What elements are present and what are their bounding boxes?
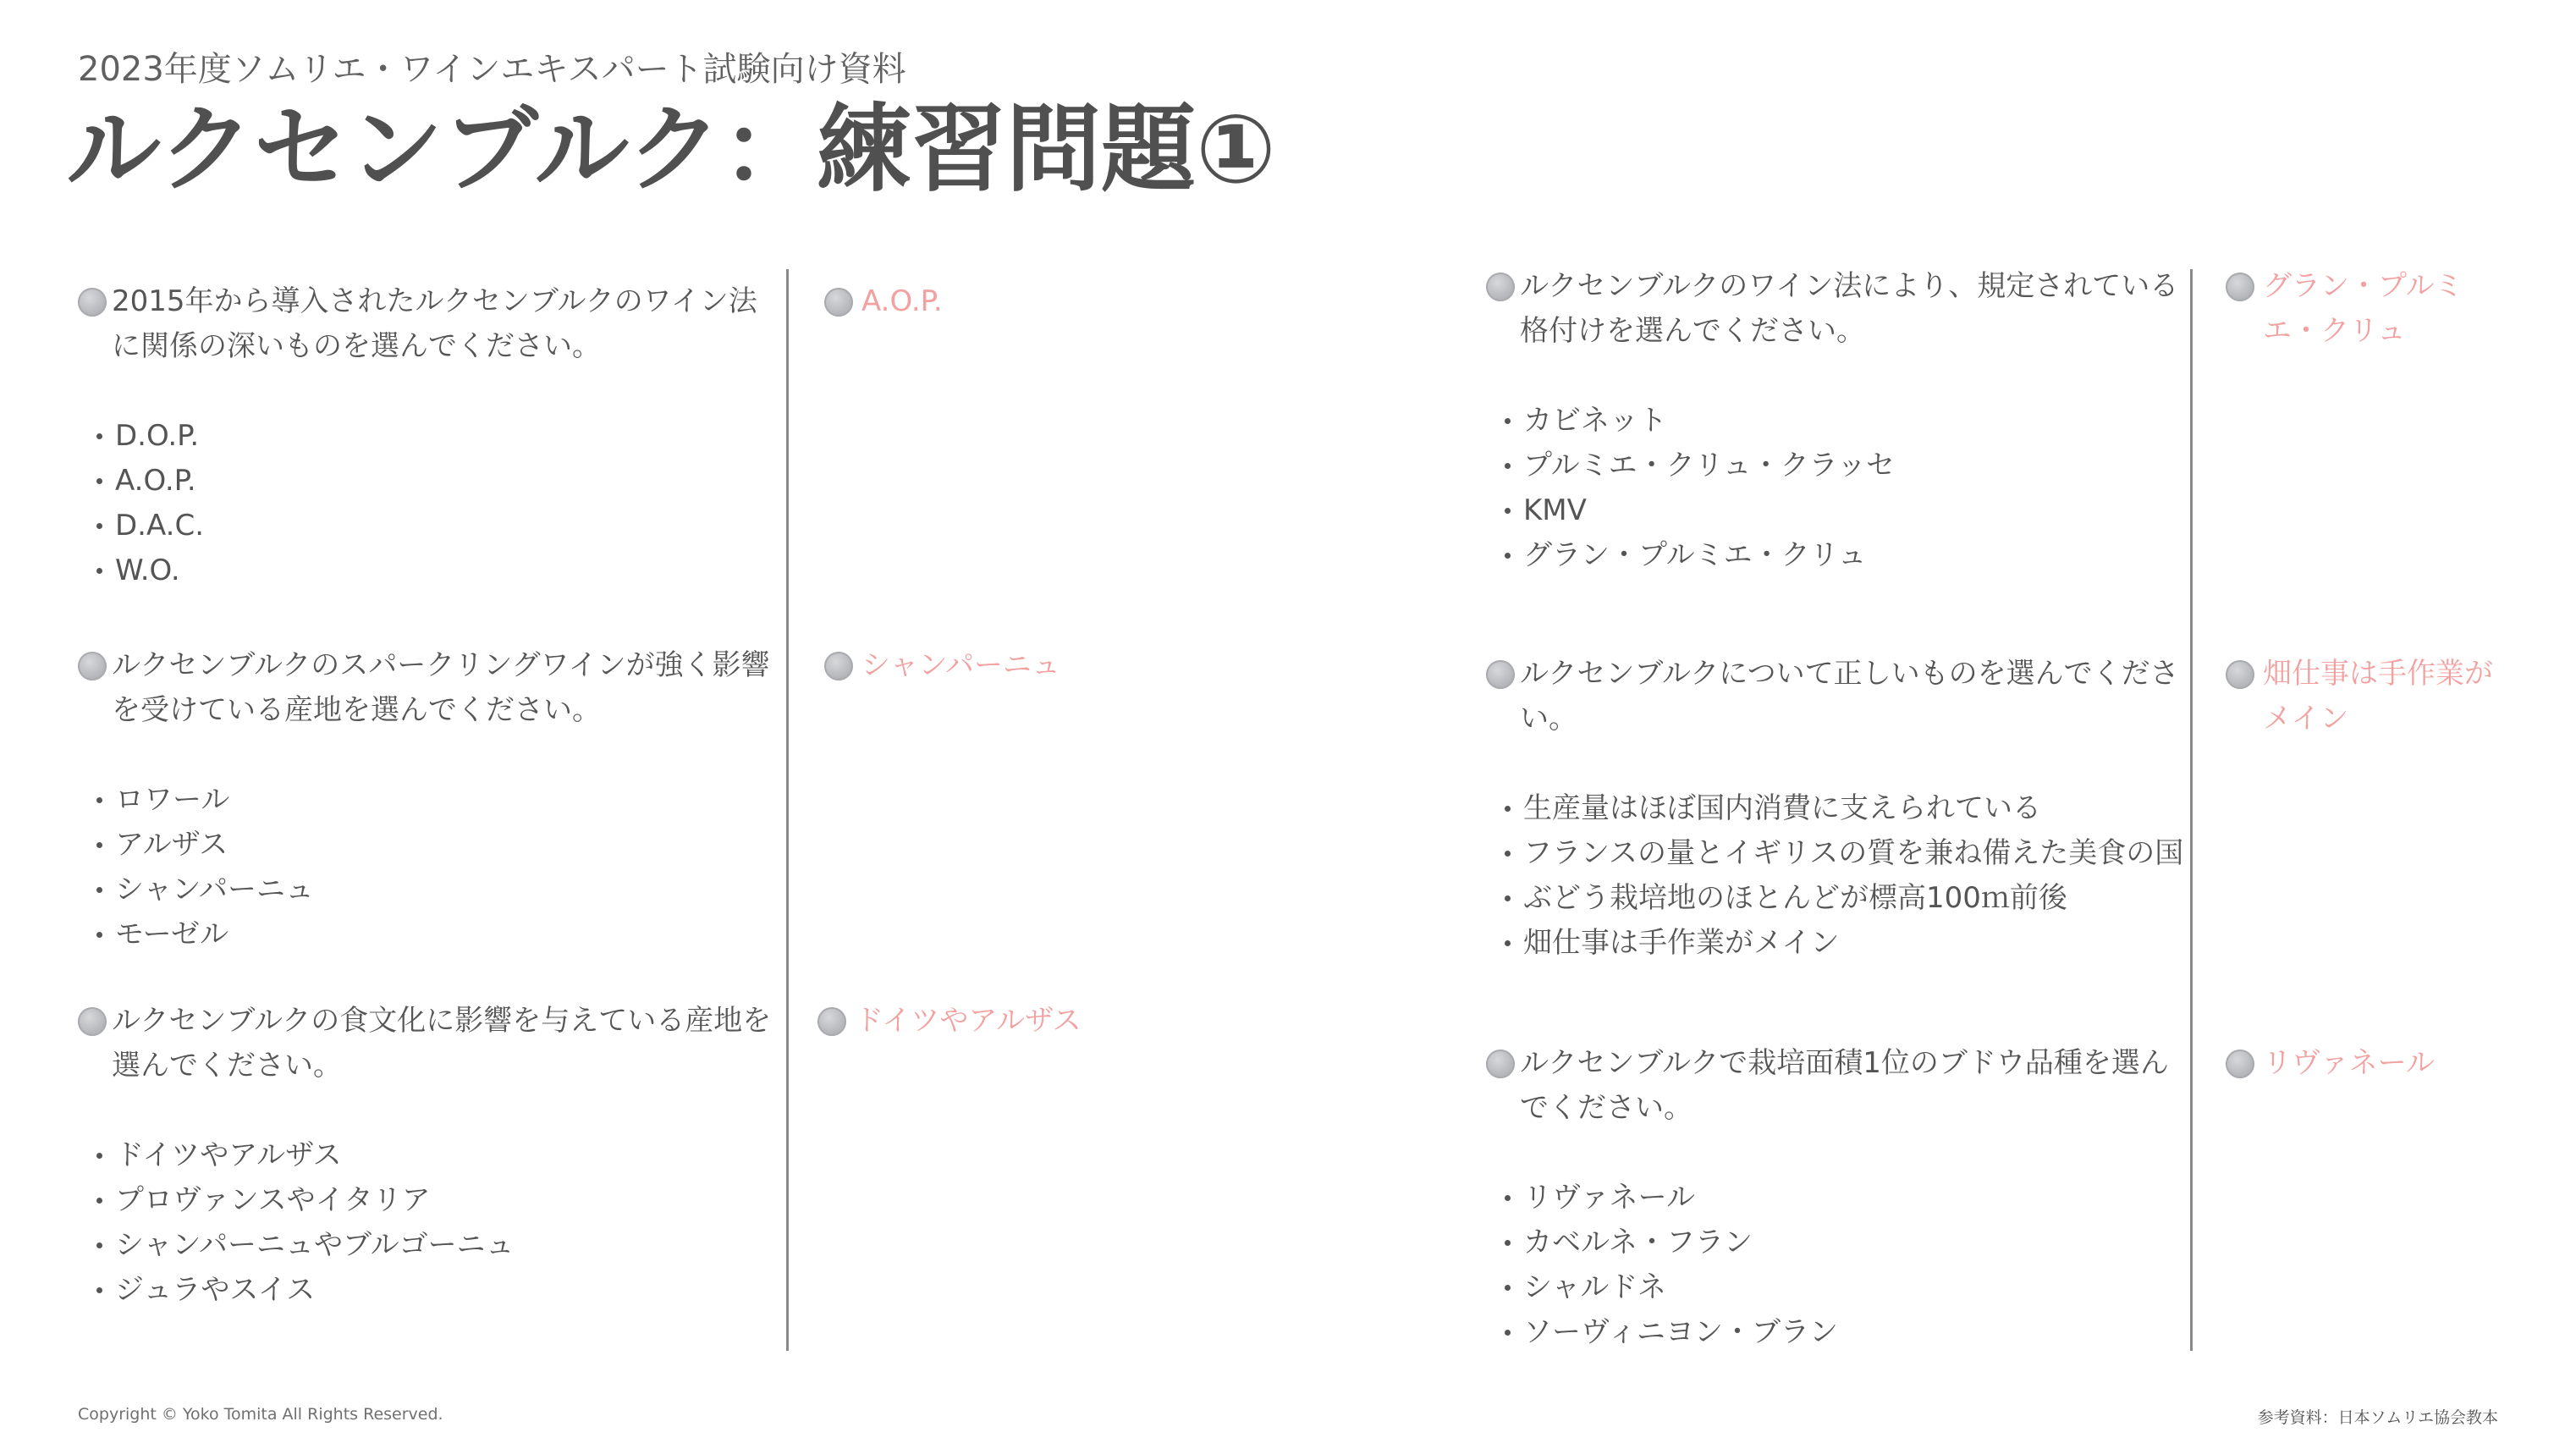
option-list xyxy=(78,414,772,593)
option-list xyxy=(1486,399,2180,578)
question-stem xyxy=(78,643,772,733)
answer-2 xyxy=(824,643,1285,688)
option-item: モーゼル xyxy=(96,912,772,957)
bullet-circle-icon xyxy=(824,652,853,680)
option-item: ドイツやアルザス xyxy=(96,1133,772,1178)
bullet-circle-icon xyxy=(2226,1050,2254,1078)
question-text: ルクセンブルクのスパークリングワインが強く影響を受けている産地を選んでください。 xyxy=(112,648,770,727)
option-item: D.O.P. xyxy=(96,414,772,459)
option-item: シャンパーニュ xyxy=(96,868,772,912)
slide-subtitle: 2023年度ソムリエ・ワインエキスパート試験向け資料 xyxy=(78,50,906,89)
question-text: ルクセンブルクの食文化に影響を与えている産地を選んでください。 xyxy=(112,1004,772,1083)
question-3 xyxy=(78,999,772,1313)
question-stem xyxy=(78,999,772,1088)
question-1 xyxy=(78,279,772,593)
option-item: ジュラやスイス xyxy=(96,1268,772,1313)
option-item: KMV xyxy=(1505,488,2180,533)
bullet-circle-icon xyxy=(2226,273,2254,301)
answer-6 xyxy=(2226,1041,2517,1086)
bullet-circle-icon xyxy=(2226,660,2254,689)
question-text: 2015年から導入されたルクセンブルクのワイン法に関係の深いものを選んでください。 xyxy=(112,284,757,363)
question-4 xyxy=(1486,264,2180,578)
option-item: プルミエ・クリュ・クラッセ xyxy=(1505,444,2180,488)
question-stem xyxy=(1486,1041,2180,1131)
bullet-circle-icon xyxy=(817,1007,846,1036)
option-list xyxy=(78,1133,772,1313)
option-item: アルザス xyxy=(96,823,772,868)
bullet-circle-icon xyxy=(1486,660,1515,689)
option-item: グラン・プルミエ・クリュ xyxy=(1505,533,2180,578)
answer-4 xyxy=(2226,264,2517,354)
option-item: W.O. xyxy=(96,548,772,593)
option-list xyxy=(1486,1176,2180,1355)
answer-text: リヴァネール xyxy=(2263,1046,2435,1080)
option-item: ロワール xyxy=(96,778,772,823)
answer-1 xyxy=(824,279,1285,324)
question-2 xyxy=(78,643,772,957)
bullet-circle-icon xyxy=(824,288,853,317)
question-text: ルクセンブルクについて正しいものを選んでください。 xyxy=(1520,657,2179,736)
option-item: 生産量はほぼ国内消費に支えられている xyxy=(1505,786,2180,831)
question-6 xyxy=(1486,1041,2180,1355)
option-item: カベルネ・フラン xyxy=(1505,1220,2180,1265)
question-stem xyxy=(78,279,772,369)
question-stem xyxy=(1486,264,2180,354)
option-item: シャルドネ xyxy=(1505,1265,2180,1310)
reference-note: 参考資料：日本ソムリエ協会教本 xyxy=(2257,1408,2498,1427)
bullet-circle-icon xyxy=(78,288,107,317)
answer-3 xyxy=(817,999,1278,1044)
bullet-circle-icon xyxy=(1486,1050,1515,1078)
copyright-notice: Copyright © Yoko Tomita All Rights Reserved. xyxy=(78,1405,443,1424)
option-item: プロヴァンスやイタリア xyxy=(96,1178,772,1223)
option-item: シャンパーニュやブルゴーニュ xyxy=(96,1223,772,1268)
question-text: ルクセンブルクで栽培面積1位のブドウ品種を選んでください。 xyxy=(1520,1046,2169,1125)
option-list xyxy=(78,778,772,957)
option-item: D.A.C. xyxy=(96,504,772,548)
option-item: ソーヴィニヨン・ブラン xyxy=(1505,1310,2180,1355)
answer-text: シャンパーニュ xyxy=(861,648,1060,682)
answer-text: グラン・プルミエ・クリュ xyxy=(2263,269,2463,348)
answer-5 xyxy=(2226,652,2517,741)
question-stem xyxy=(1486,652,2180,741)
option-list xyxy=(1486,786,2184,966)
option-item: 畑仕事は手作業がメイン xyxy=(1505,921,2180,966)
answer-text: ドイツやアルザス xyxy=(855,1004,1082,1038)
option-item: A.O.P. xyxy=(96,459,772,504)
column-divider-left xyxy=(786,269,789,1351)
bullet-circle-icon xyxy=(78,1007,107,1036)
bullet-circle-icon xyxy=(1486,273,1515,301)
bullet-circle-icon xyxy=(78,652,107,680)
answer-text: A.O.P. xyxy=(861,284,943,318)
slide-title: ルクセンブルク：練習問題① xyxy=(66,95,1276,205)
option-item: カビネット xyxy=(1505,399,2180,444)
question-text: ルクセンブルクのワイン法により、規定されている格付けを選んでください。 xyxy=(1520,269,2179,348)
option-item: リヴァネール xyxy=(1505,1176,2180,1220)
option-item: ぶどう栽培地のほとんどが標高100ｍ前後 xyxy=(1505,876,2180,921)
question-5 xyxy=(1486,652,2184,966)
option-item: フランスの量とイギリスの質を兼ね備えた美食の国 xyxy=(1505,831,2180,876)
answer-text: 畑仕事は手作業がメイン xyxy=(2263,657,2493,736)
column-divider-right xyxy=(2190,269,2193,1351)
